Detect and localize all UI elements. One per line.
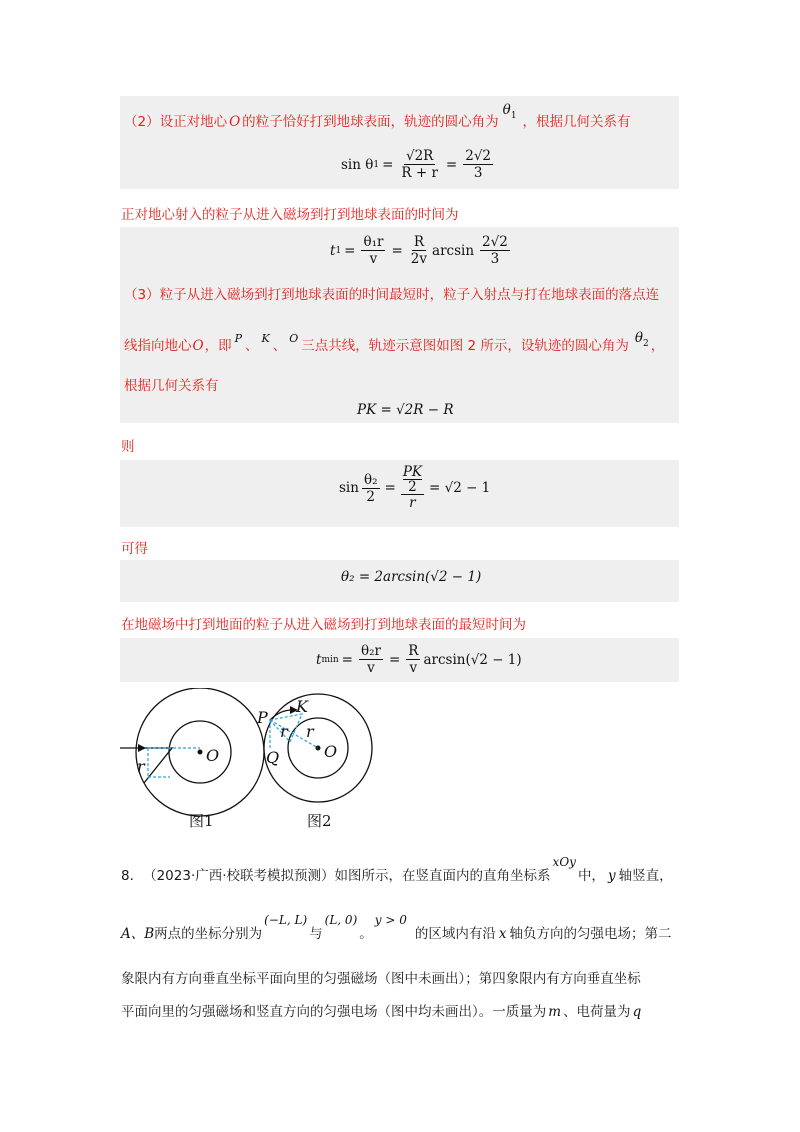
- get-text: 可得: [121, 541, 148, 557]
- equation-t1: t 1 = $\frac{\text{θ₁r}}{v}$ = $\frac{R}{2v}$ arcsin $\frac{2√2}{3}$: [330, 234, 508, 267]
- part2-intro-line: [124, 102, 631, 133]
- cond-y: y > 0: [374, 913, 407, 927]
- figures: [110, 688, 380, 838]
- then-text: 则: [121, 439, 135, 455]
- fig2-label-K: K: [296, 697, 308, 716]
- fig2-label-P: P: [257, 708, 268, 727]
- fig1-center-dot: [198, 750, 203, 755]
- part2-intro-mid: 的粒子恰好打到地球表面，轨迹的圆心角为: [242, 114, 499, 130]
- time-text: 正对地心射入的粒子从进入磁场到打到地球表面的时间为: [121, 207, 459, 223]
- part3-line2: 线指向地心 O ，即 P 、 K 、 O 三点共线，轨迹示意图如图 2 所示，设轨迹的圆心角为 $\theta_2$ ，: [124, 334, 664, 357]
- min-time-text: 在地磁场中打到地面的粒子从进入磁场到打到地球表面的最短时间为: [121, 617, 526, 633]
- fig1-arrowhead: [138, 744, 146, 752]
- fig2-label-Q: Q: [266, 748, 280, 767]
- coord-B: (L, 0): [324, 913, 358, 927]
- theta2-symbol: $\theta_2$: [634, 330, 649, 349]
- equation-sin-theta2: sin $\frac{\text{θ₂}}{2}$ = PK 2 r = √2 − 1: [339, 464, 491, 511]
- fig1-label-r: r: [137, 757, 145, 776]
- q8-xOy: xOy: [552, 855, 576, 869]
- fig2-label-r1: r: [280, 722, 288, 741]
- part3-line3: 根据几何关系有: [124, 378, 219, 394]
- theta1-symbol: $\theta_1$: [502, 102, 517, 121]
- fig2-label-O: O: [324, 742, 338, 761]
- q8-line2: A、B 两点的坐标分别为 (−L, L) 与 (L, 0) 。 y > 0 的区域内有沿 x 轴负方向的匀强电场；第二: [121, 913, 672, 942]
- fig1-caption: 图1: [189, 812, 214, 830]
- equation-tmin: t min = $\frac{\text{θ₂r}}{v}$ = $\frac{R}{v}$ arcsin(√2 − 1): [316, 643, 522, 676]
- part3-line1: （3）粒子从进入磁场到打到地球表面的时间最短时，粒子入射点与打在地球表面的落点连: [124, 287, 660, 303]
- part2-intro: （2）设正对地心: [124, 114, 228, 130]
- part2-intro-end: ，根据几何关系有: [522, 114, 631, 130]
- fig1-label-O: O: [206, 746, 220, 765]
- equation-PK: PK = √2R − R: [357, 402, 454, 418]
- q8-line1: 8． （2023·广西·校联考模拟预测）如图所示，在竖直面内的直角坐标系 xOy 中， y 轴竖直，: [121, 855, 673, 884]
- equation-theta2: θ₂ = 2arcsin(√2 − 1): [341, 569, 482, 585]
- q8-line3: 象限内有方向垂直坐标平面向里的匀强磁场（图中未画出）；第四象限内有方向垂直坐标: [121, 971, 641, 987]
- fig2-label-r2: r: [306, 722, 314, 741]
- coord-A: (−L, L): [264, 913, 308, 927]
- equation-sin-theta1: sin θ 1 = $\frac{√2R}{R + r}$ = $\frac{2√2}{3}$: [341, 148, 492, 181]
- q8-line4: 平面向里的匀强磁场和竖直方向的匀强电场（图中均未画出）。一质量为 m 、电荷量为 q: [121, 1004, 642, 1020]
- q8-source: （2023·广西·校联考模拟预测）如图所示，在竖直面内的直角坐标系: [143, 868, 551, 884]
- symbol-O: O: [229, 114, 241, 130]
- fig2-caption: 图2: [307, 812, 332, 830]
- q8-number: 8．: [121, 868, 144, 884]
